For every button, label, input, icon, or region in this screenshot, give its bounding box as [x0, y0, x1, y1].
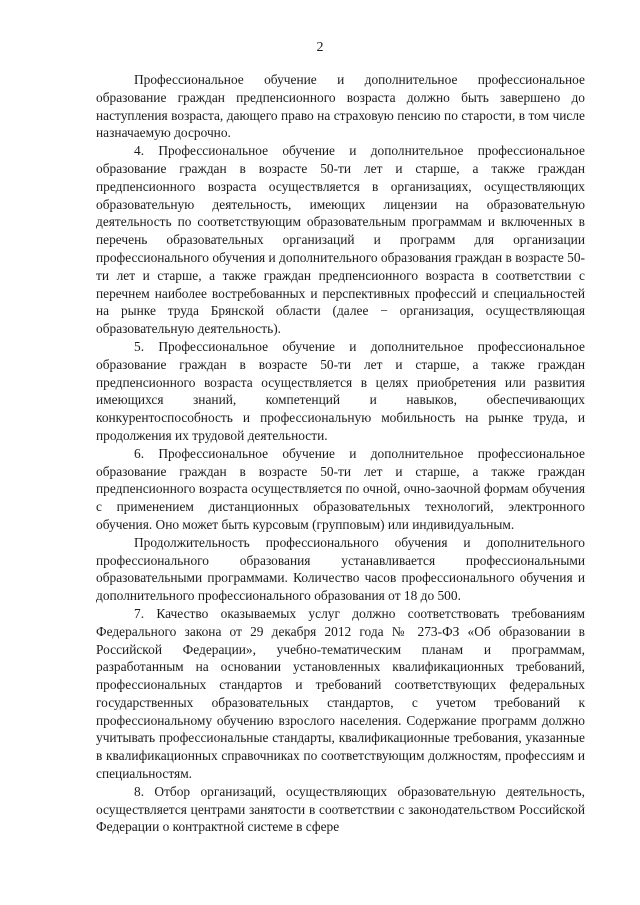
document-body — [96, 71, 585, 836]
paragraph-item-6: 6. Профессиональное обучение и дополнительное профессиональное образование граждан в возрасте 50-ти лет и старше, а также граждан предпенсионного возраста осуществляется по очной, очно-заочной формам обучения с применением дистанционных образовательных технологий, электронного обучения. Оно может быть курсовым (групповым) или индивидуальным. — [96, 445, 585, 532]
paragraph-item-7: 7. Качество оказываемых услуг должно соответствовать требованиям Федерального закона от 29 декабря 2012 года № 273-ФЗ «Об образовании в Российской Федерации», учебно-тематическим планам и программам, разработанным на основании установленных квалификационных требований, профессиональных стандартов и требований соответствующих федеральных государственных образовательных стандартов, с учетом требований к профессиональному обучению взрослого населения. Содержание программ должно учитывать профессиональные стандарты, квалификационные требования, указанные в квалификационных справочниках по соответствующим должностям, профессиям и специальностям. — [96, 605, 585, 782]
paragraph-item-8: 8. Отбор организаций, осуществляющих образовательную деятельность, осуществляется центрами занятости в соответствии с законодательством Российской Федерации о контрактной системе в сфере — [96, 783, 585, 835]
paragraph-duration: Продолжительность профессионального обучения и дополнительного профессионального образования устанавливается профессиональными образовательными программами. Количество часов профессионального обучения и дополнительного профессионального образования от 18 до 500. — [96, 534, 585, 604]
paragraph-item-5: 5. Профессиональное обучение и дополнительное профессиональное образование граждан в возрасте 50-ти лет и старше, а также граждан предпенсионного возраста осуществляется в целях приобретения или развития имеющихся знаний, компетенций и навыков, обеспечивающих конкурентоспособность и профессиональную мобильность на рынке труда, и продолжения их трудовой деятельности. — [96, 338, 585, 443]
paragraph-intro-completion: Профессиональное обучение и дополнительное профессиональное образование граждан предпенсионного возраста должно быть завершено до наступления возраста, дающего право на страховую пенсию по старости, в том числе назначаемую досрочно. — [96, 72, 585, 141]
page-number: 2 — [316, 40, 324, 55]
paragraph-item-4: 4. Профессиональное обучение и дополнительное профессиональное образование граждан в возрасте 50-ти лет и старше, а также граждан предпенсионного возраста осуществляется в организациях, осуществляющих образовательную деятельность, имеющих лицензии на образовательную деятельность по соответствующим образовательным программам и включенных в перечень образовательных организаций и программ для организации профессионального обучения и дополнительного образования граждан в возрасте 50-ти лет и старше, а также граждан предпенсионного возраста в соответствии с перечнем наиболее востребованных и перспективных профессий и специальностей на рынке труда Брянской области (далее − организация, осуществляющая образовательную деятельность). — [96, 143, 586, 337]
